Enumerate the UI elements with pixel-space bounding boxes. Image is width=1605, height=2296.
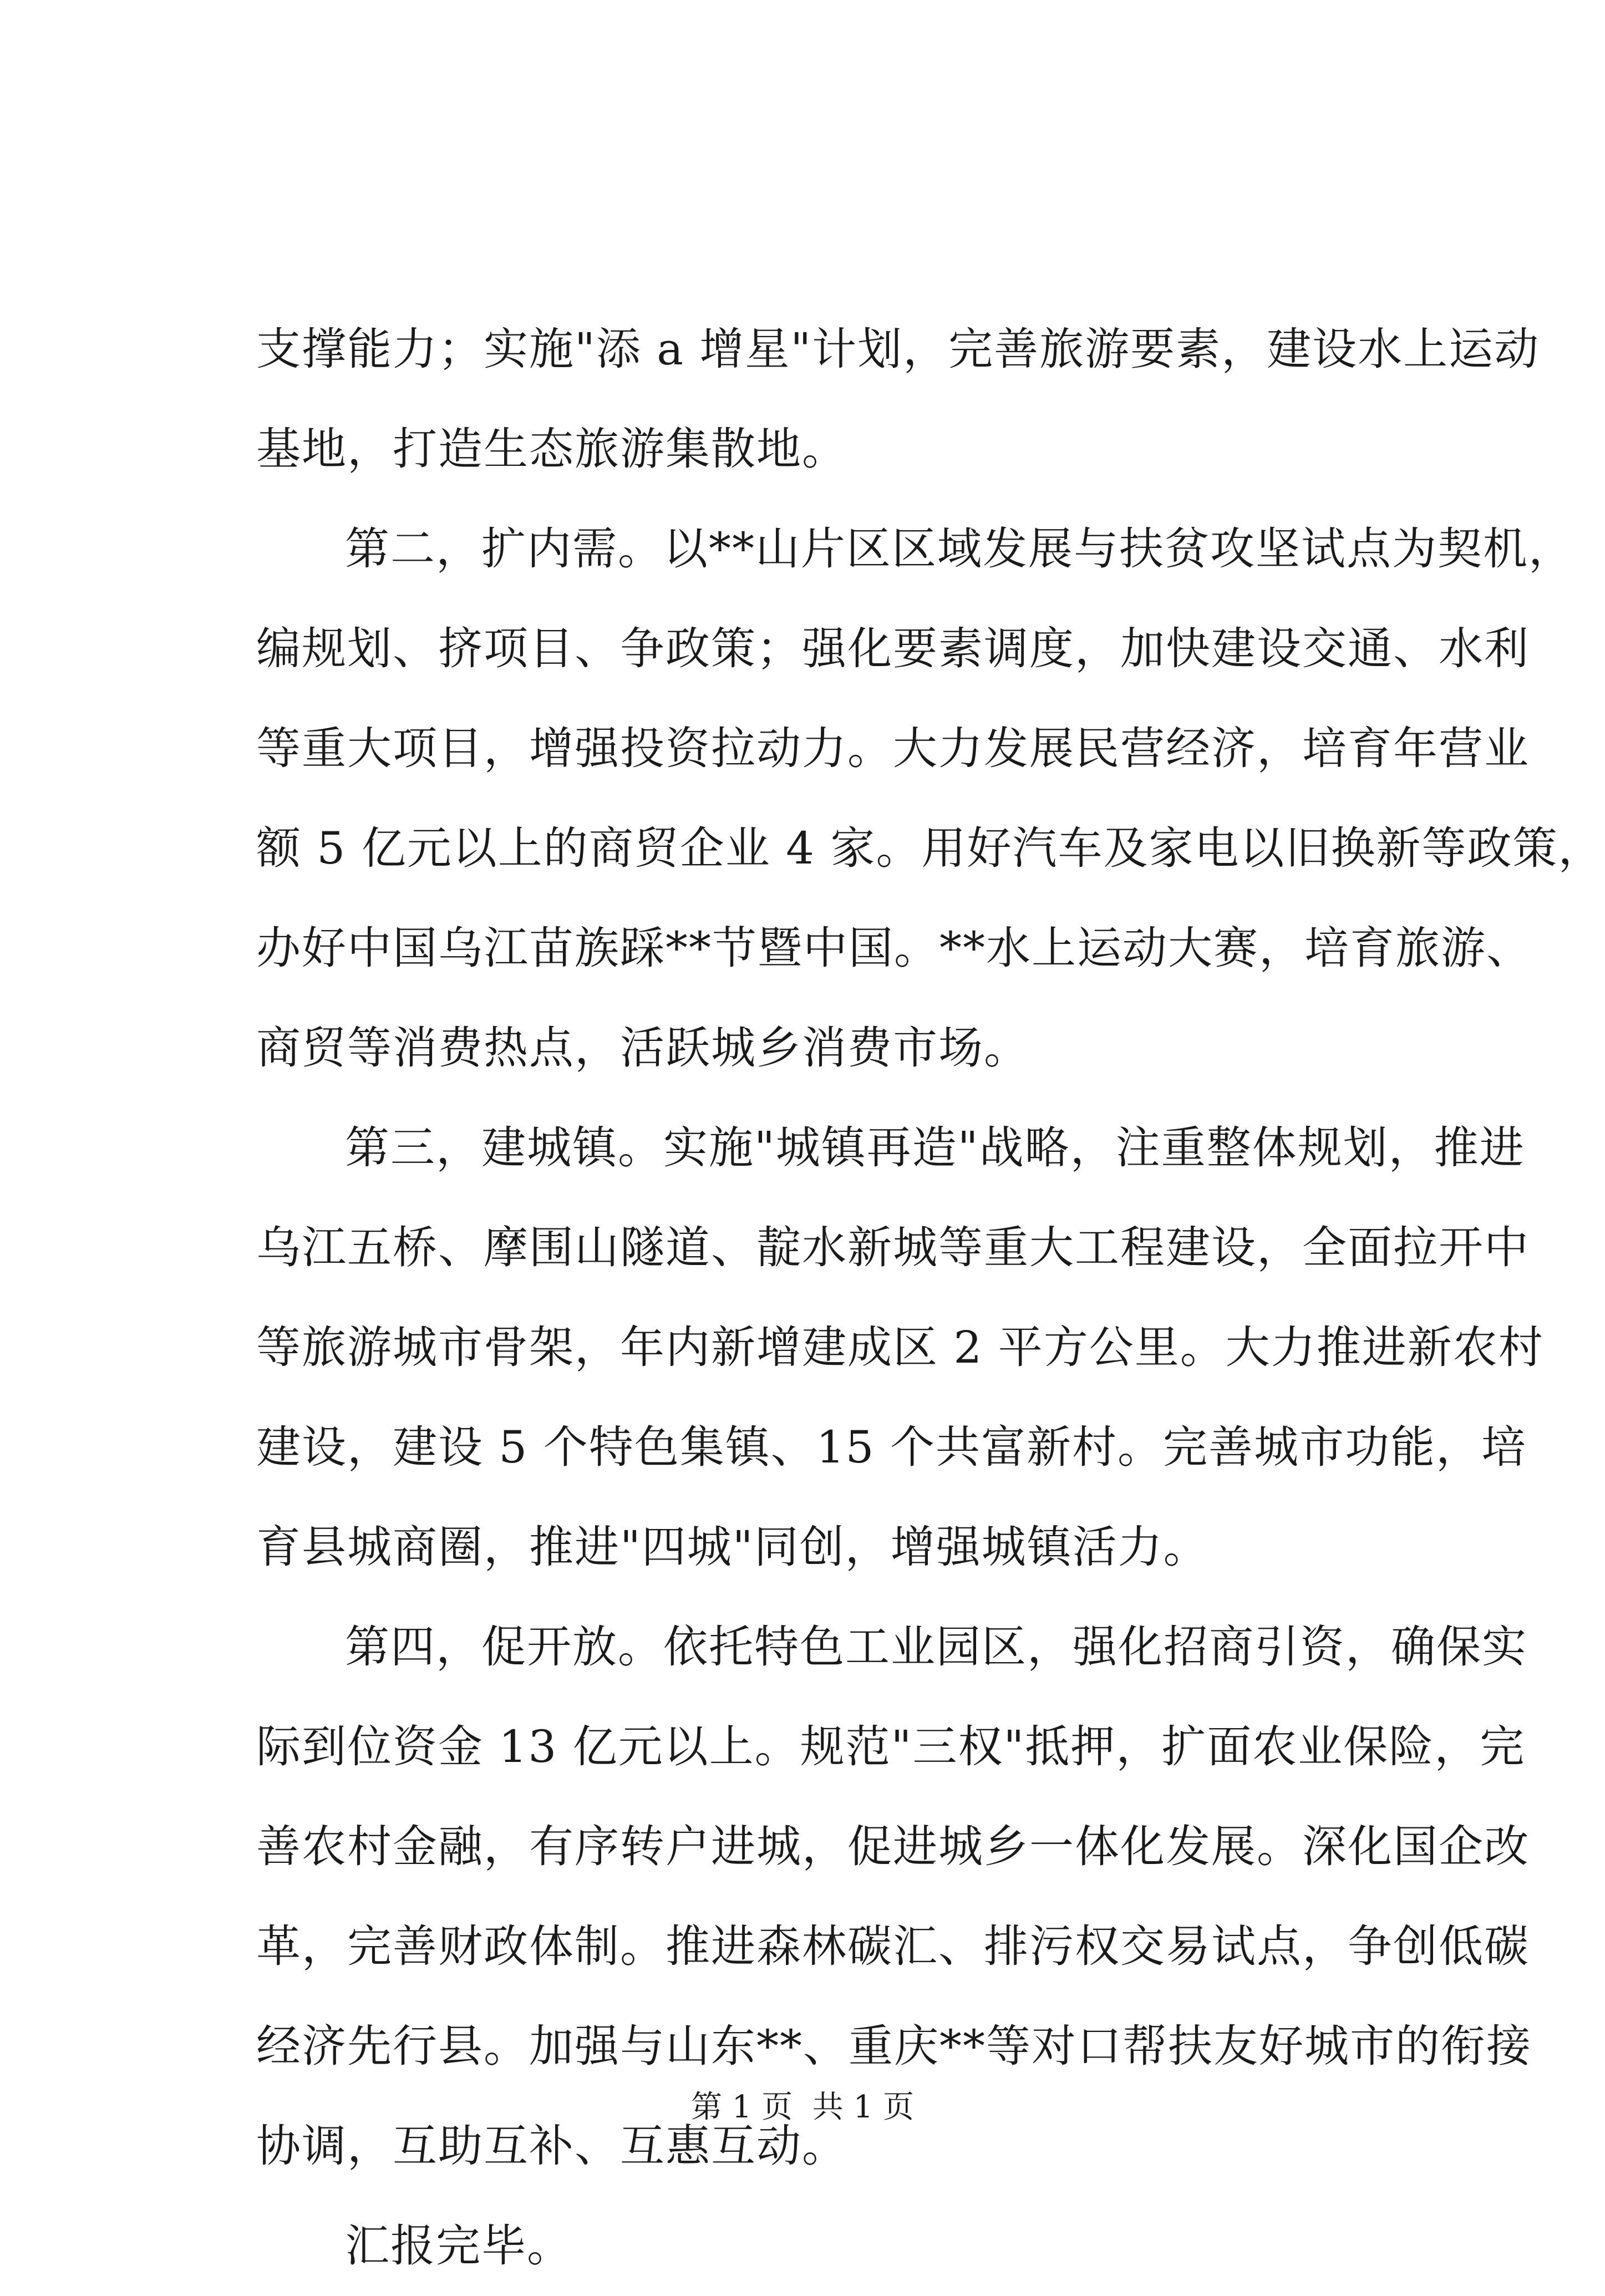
text-line: 基地，打造生态旅游集散地。 — [256, 423, 847, 475]
text-line: 乌江五桥、摩围山隧道、靛水新城等重大工程建设，全面拉开中 — [256, 1222, 1530, 1273]
text-line: 第三，建城镇。实施"城镇再造"战略，注重整体规划，推进 — [345, 1122, 1525, 1174]
text-line: 善农村金融，有序转户进城，促进城乡一体化发展。深化国企改 — [256, 1821, 1530, 1872]
text-line: 办好中国乌江苗族踩**节暨中国。**水上运动大赛，培育旅游、 — [256, 922, 1532, 974]
document-body — [256, 299, 1604, 2296]
text-line: 编规划、挤项目、争政策；强化要素调度，加快建设交通、水利 — [256, 623, 1530, 674]
text-line: 际到位资金 13 亿元以上。规范"三权"抵押，扩面农业保险，完 — [256, 1721, 1526, 1772]
text-line: 革，完善财政体制。推进森林碳汇、排污权交易试点，争创低碳 — [256, 1921, 1530, 1972]
text-line: 育县城商圈，推进"四城"同创，增强城镇活力。 — [256, 1521, 1209, 1573]
text-line: 商贸等消费热点，活跃城乡消费市场。 — [256, 1022, 1029, 1074]
text-line: 等旅游城市骨架，年内新增建成区 2 平方公里。大力推进新农村 — [256, 1322, 1544, 1373]
text-line: 第四，促开放。依托特色工业园区，强化招商引资，确保实 — [345, 1621, 1527, 1673]
text-line: 协调，互助互补、互惠互动。 — [256, 2120, 847, 2172]
text-line: 支撑能力；实施"添 a 增星"计划，完善旅游要素，建设水上运动 — [256, 323, 1540, 375]
text-line: 建设，建设 5 个特色集镇、15 个共富新村。完善城市功能，培 — [256, 1421, 1527, 1473]
page-footer: 第 1 页 共 1 页 — [690, 2089, 915, 2125]
text-line: 等重大项目，增强投资拉动力。大力发展民营经济，培育年营业 — [256, 723, 1530, 774]
closing-line: 汇报完毕。 — [345, 2220, 572, 2272]
text-line: 第二，扩内需。以**山片区区域发展与扶贫攻坚试点为契机， — [345, 523, 1574, 575]
text-line: 额 5 亿元以上的商贸企业 4 家。用好汽车及家电以旧换新等政策， — [256, 822, 1604, 874]
text-line: 经济先行县。加强与山东**、重庆**等对口帮扶友好城市的衔接 — [256, 2020, 1532, 2072]
